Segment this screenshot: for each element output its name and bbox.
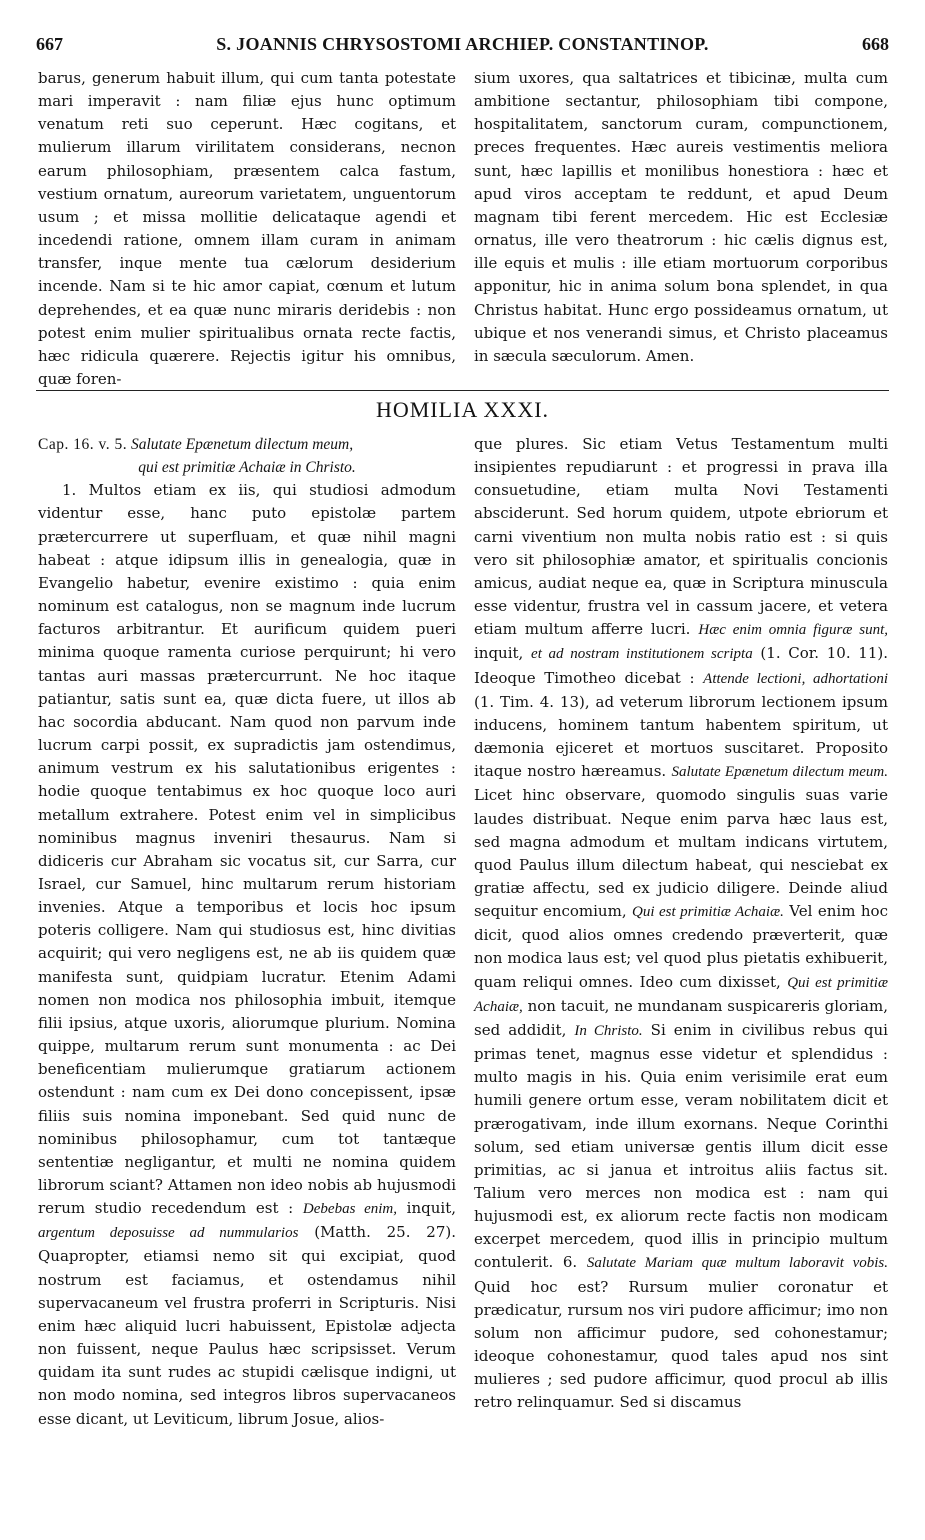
running-title: S. JOANNIS CHRYSOSTOMI ARCHIEP. CONSTANTINOP. xyxy=(216,34,709,54)
scripture-reference: (Matth. 25. 27). xyxy=(314,1223,456,1242)
text-segment: inquit, xyxy=(406,1199,456,1218)
scripture-quote: Salutate Epænetum dilectum meum. xyxy=(671,764,888,781)
page-header xyxy=(36,34,889,58)
text-segment: que plures. Sic etiam Vetus Testamentum multi insipientes repudiarunt : et progressi in prava illa consuetudine, etiam multa Novi Testamenti absciderunt. Sed horum quidem, utpote ebriorum et carni viventium non multa nobis ratio est : si quis vero sit philosophiæ amator, et spiritualis concionis amicus, audiat neque ea, quæ in Scriptura minuscula esse videntur, frustra vel in cassum jacere, et vetera etiam multum afferre lucri. xyxy=(474,435,888,639)
text-segment: inquit, xyxy=(474,644,524,663)
scripture-quote: et ad nostram institutionem scripta xyxy=(531,646,753,663)
bottom-left-column xyxy=(38,433,456,1431)
section-divider xyxy=(36,390,889,391)
paragraph-number: 6. xyxy=(562,1253,578,1272)
verse-line-2: qui est primitiæ Achaiæ in Christo. xyxy=(138,459,356,477)
text-segment: Multos etiam ex iis, qui studiosi admodum videntur esse, hanc puto epistolæ partem prætercurrere ut superfluam, et quæ nihil magni habeat : atque idipsum illis in genealogia, quæ in Evangelio habetur, evenire existimo : quia enim nominum est catalogus, non se magnum inde lucrum facturos arbitrantur. Et aurificum quidem pueri minima quoque ramenta curiose perquirunt; hi vero tantas auri massas prætercurrunt. Ne hoc itaque patiantur, satis sunt ea, quæ dicta fuere, ut illos ab hac socordia abducant. Nam quod non parvum inde lucrum carpi possit, ex supradictis jam ostendimus, animum vestrum ex his salutationibus erigentes : hodie quoque tentabimus ex hoc quoque loco auri metallum extrahere. Potest enim vel in simplicibus nominibus magnus inveniri thesaurus. Nam si didiceris cur Abraham sic vocatus sit, cur Sarra, cur Israel, cur Samuel, hinc multarum rerum historiam invenies. Atque a temporibus et locis hoc ipsum poteris colligere. Nam qui studiosus est, hinc divitias acquirit; qui vero negligens est, ne ab iis quidem quæ manifesta sunt, quidpiam lucratur. Etenim Adami nomen non modica nos philosophia imbuit, itemque filii ipsius, atque uxoris, aliorumque plurium. Nomina quippe, multarum rerum sunt monumenta : ac Dei beneficentiam mulierumque gratiarum actionem ostendunt : nam cum ex Dei dono concepissent, ipsæ filiis suis nomina imponebant. Sed quid nunc de nominibus philosophamur, cum tot tantæque sententiæ negligantur, et multi ne nomina quidem librorum sciant? Attamen non ideo nobis ab hujusmodi rerum studio recedendum est : xyxy=(38,481,456,1218)
text-segment: Vel enim hoc dicit, quod alios omnes credendo præverterit, quæ non modica laus est; vel quod plus pietatis exhibuerit, quam reliqui omnes. Ideo cum dixisset, xyxy=(474,902,888,991)
paragraph-number: 1. xyxy=(62,481,77,500)
scripture-reference: (1. Tim. 4. 13), xyxy=(474,692,590,711)
homily-title: HOMILIA XXXI. xyxy=(375,397,550,422)
scripture-quote: In Christo. xyxy=(574,1022,643,1039)
chapter-label: Cap. 16. v. 5. xyxy=(38,436,128,453)
top-right-column xyxy=(474,67,888,368)
scripture-quote: Qui est primitiæ Achaiæ, xyxy=(474,974,888,1015)
scripture-quote: Hæc enim omnia figuræ sunt, xyxy=(698,622,888,639)
page-number-right: 668 xyxy=(862,34,889,54)
scripture-quote: Qui est primitiæ Achaiæ. xyxy=(632,904,784,921)
scripture-quote: Debebas enim, xyxy=(302,1201,397,1218)
text-segment: Licet hinc observare, quomodo singulis suas varie laudes distribuat. Neque enim parva hæc laus est, sed magna admodum et multam indicans virtutem, quod Paulus illum dilectum habeat, qui nesciebat ex gratiæ affectu, sed ex judicio diligere. Deinde aliud sequitur encomium, xyxy=(474,786,888,921)
top-left-text: barus, generum habuit illum, qui cum tanta potestate mari imperavit : nam filiæ ejus hunc optimum venatum reti suo ceperunt. Hæc cogitans, et mulierum illarum virilitatem considerans, necnon earum philosophiam, præsentem calca fastum, vestium ornatum, aureorum varietatem, unguentorum usum ; et missa mollitie delicataque agendi et incedendi ratione, omnem illam curam in animam transfer, inque mente tua cælorum desiderium incende. Nam si te hic amor capiat, cœnum et lutum deprehendes, et ea quæ nunc miraris deridebis : non potest enim mulier spiritualibus ornata recte factis, hæc ridicula quærere. Rejectis igitur his omnibus, quæ foren- xyxy=(38,69,456,389)
top-right-text: sium uxores, qua saltatrices et tibicinæ, multa cum ambitione sectantur, philosophiam tibi compone, hospitalitatem, sanctorum curam, compunctionem, preces frequentes. Hæc aureis vestimentis meliora sunt, hæc lapillis et monilibus honestiora : hæc et apud viros acceptam te reddunt, et apud Deum magnam tibi ferent mercedem. Hic est Ecclesiæ ornatus, ille vero theatrorum : hic cælis dignus est, ille equis et mulis : ille etiam mortuorum corporibus apponitur, hic in anima solum bona splendet, in qua Christus habitat. Hunc ergo possideamus ornatum, ut ubique et nos venerandi simus, et Christo placeamus in sæcula sæculorum. Amen. xyxy=(474,69,888,365)
homily-body-left xyxy=(38,479,456,1430)
homily-body-right xyxy=(474,433,888,1415)
scripture-quote: Salutate Mariam quæ multum laboravit vobis. xyxy=(586,1255,888,1272)
text-segment: Ideoque Timotheo dicebat : xyxy=(474,668,695,687)
scripture-quote: argentum deposuisse ad nummularios xyxy=(38,1225,299,1242)
text-segment: Si enim in civilibus rebus qui primas tenet, magnus esse videtur et splendidus : multo magis in his. Quia enim verisimile erat eum humili genere ortum esse, veram nobilitatem dicit et prærogativam, inde illum exornans. Neque Corinthi solum, sed etiam universæ gentis illum dicit esse primitias, ac si janua et introitus aliis factus sit. Talium vero merces non modica est : nam qui hujusmodi est, ex aliorum recte factis non modicam excerpet mercedem, quod illis in principio multum contulerit. xyxy=(474,1020,888,1272)
text-segment: ad veterum librorum lectionem ipsum inducens, hominem tantum habentem spiritum, ut dæmonia ejiceret et mortuos suscitaret. Proposito itaque nostro hæreamus. xyxy=(474,692,888,781)
chapter-heading xyxy=(38,433,456,479)
bottom-right-column xyxy=(474,433,888,1415)
top-left-column xyxy=(38,67,456,391)
verse-line-1: Salutate Epænetum dilectum meum, xyxy=(130,436,354,453)
page-number-left: 667 xyxy=(36,34,63,54)
text-segment: Quapropter, etiamsi nemo sit qui excipiat, quod nostrum est faciamus, et ostendamus nihil supervacaneum vel frustra proferri in Scripturis. Nisi enim hæc aliquid lucri habuissent, Epistolæ adjecta non fuissent, neque Paulus hæc scripsisset. Verum quidam ita sunt rudes ac stupidi cælisque indigni, ut non modo nomina, sed integros libros supervacaneos esse dicant, ut Leviticum, librum Josue, alios- xyxy=(38,1247,456,1428)
text-segment: Quid hoc est? Rursum mulier coronatur et prædicatur, rursum nos viri pudore afficimur; imo non solum non afficimur pudore, sed cohonestamur; ideoque cohonestamur, quod tales apud nos sint mulieres ; sed pudore afficimur, quod procul ab illis retro relinquamur. Sed si discamus xyxy=(474,1277,888,1412)
scripture-reference: (1. Cor. 10. 11). xyxy=(760,644,889,663)
scripture-quote: Attende lectioni, adhortationi xyxy=(703,670,888,687)
text-segment: non tacuit, ne mundanam suspicareris gloriam, sed addidit, xyxy=(474,996,888,1039)
